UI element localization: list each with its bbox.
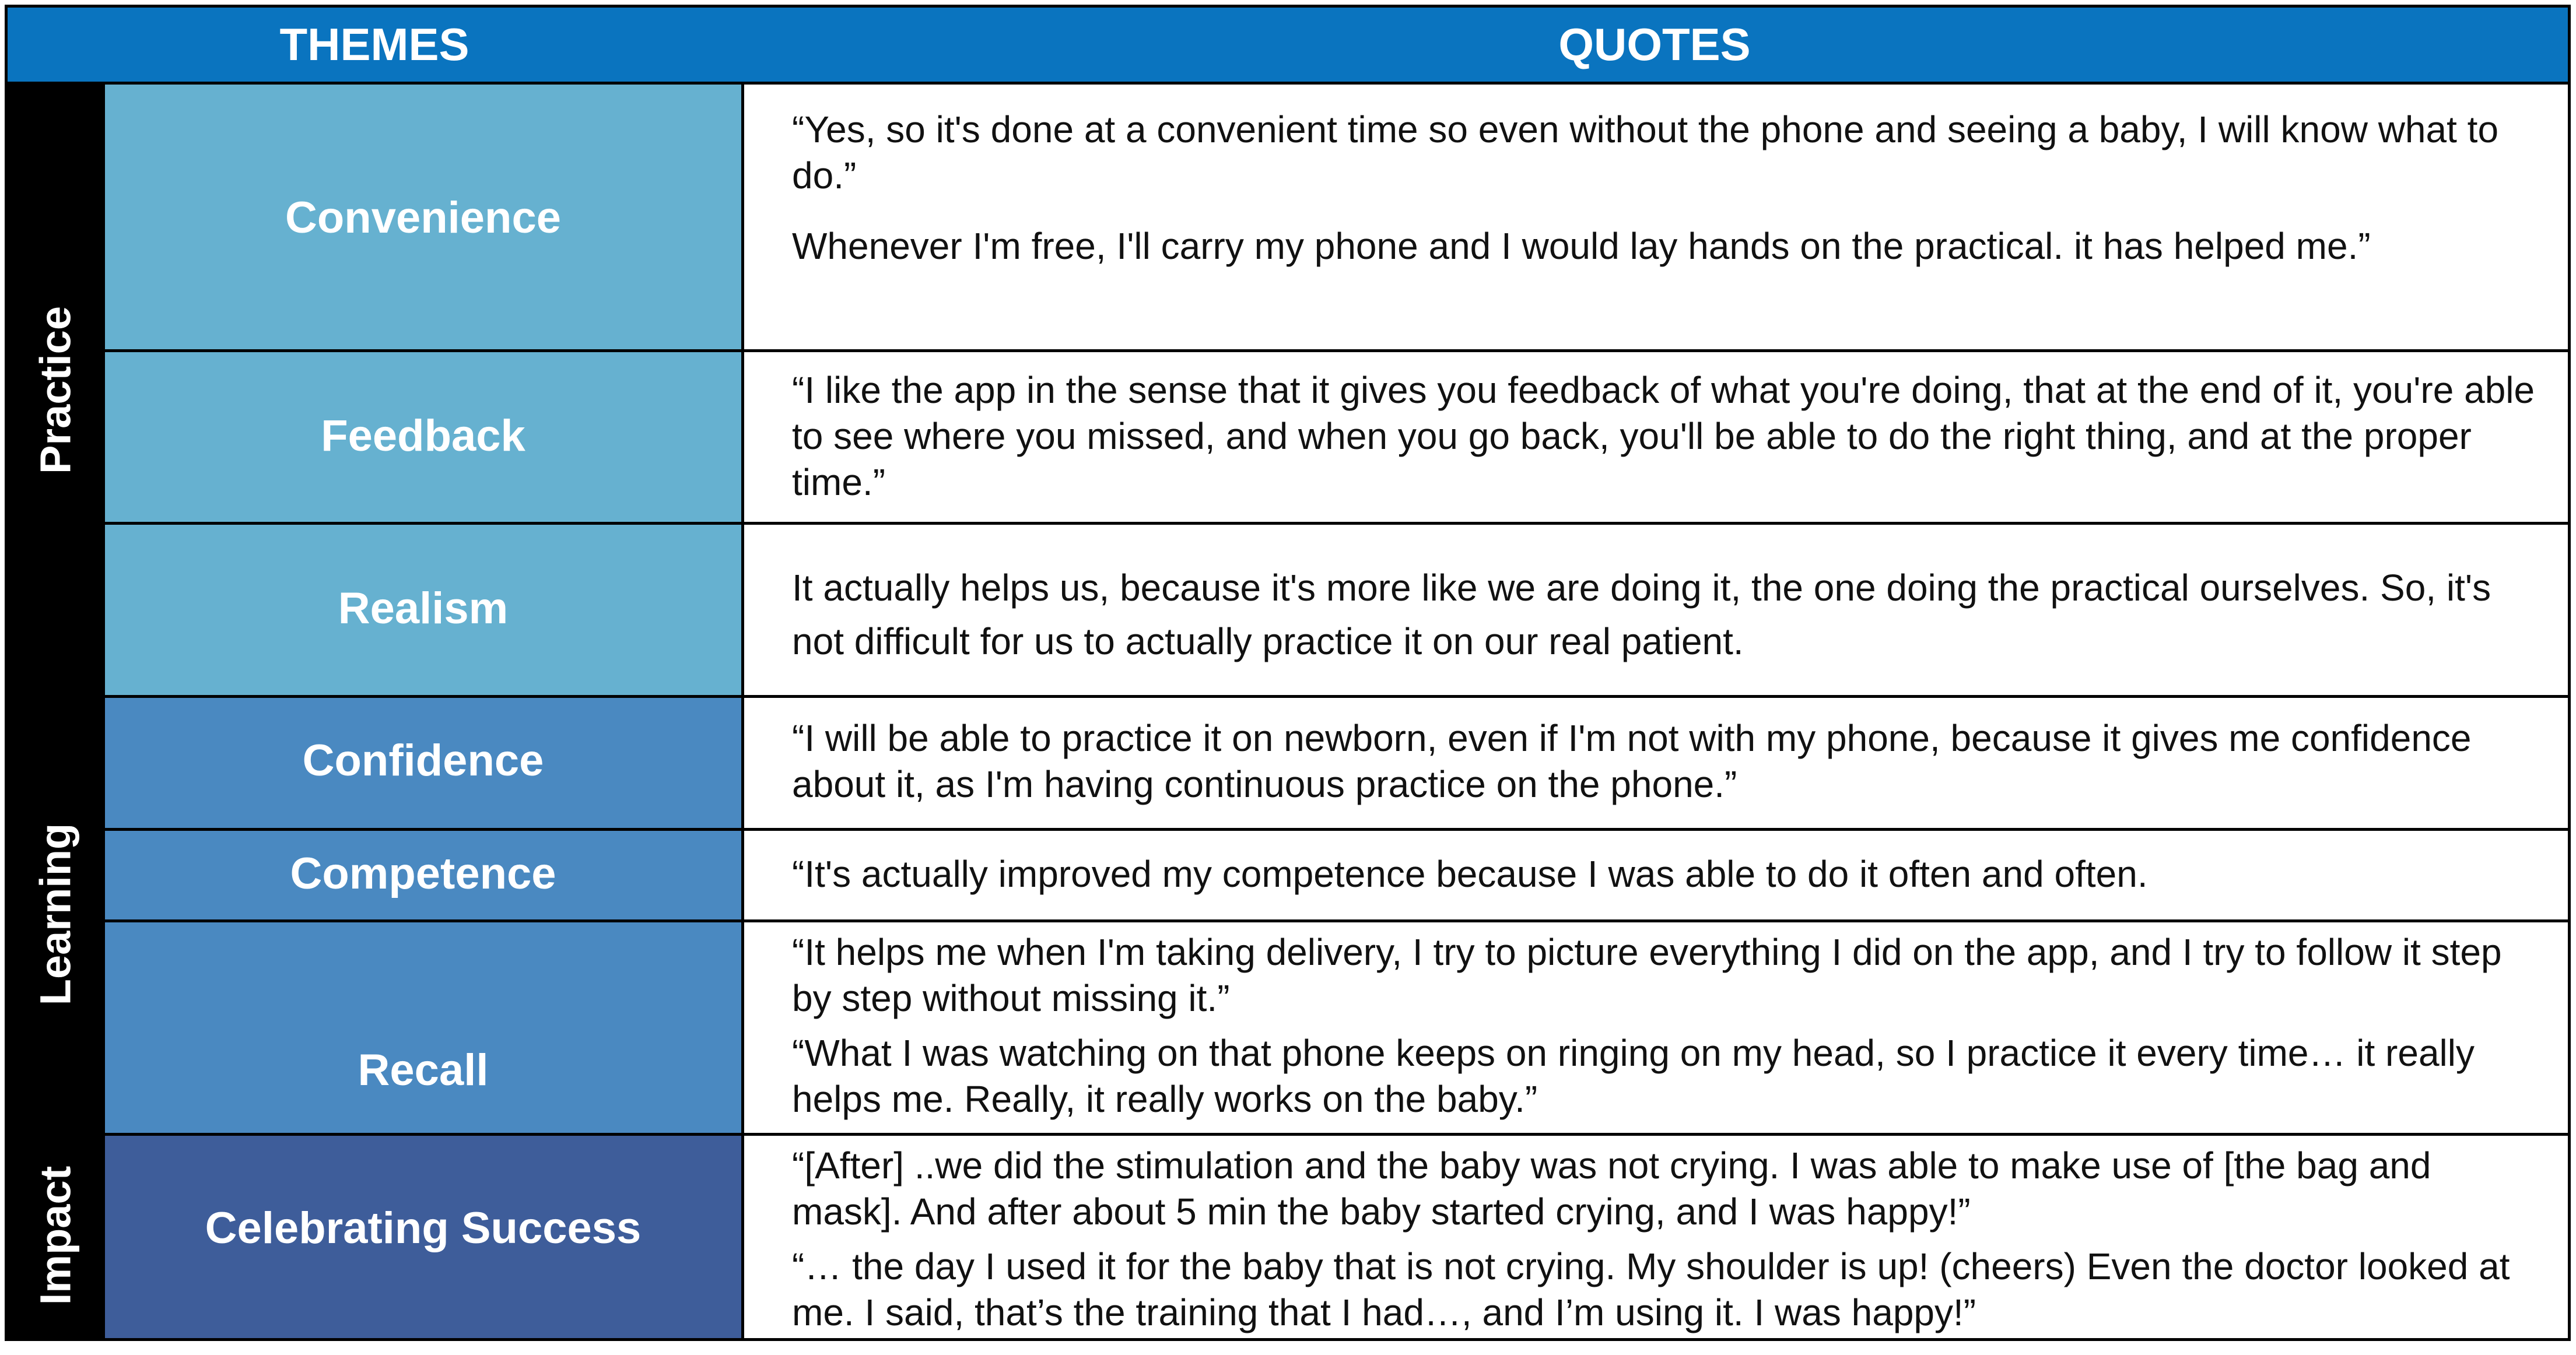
quote-text: “I will be able to practice it on newborn, even if I'm not with my phone, because it gives me confidence about it, as I'm having continuous practice on the phone.” [792,717,2472,805]
quote-text: “… the day I used it for the baby that is not crying. My shoulder is up! (cheers) Even the doctor looked at me. I said, that’s the training that I had…, and I’m using it. I was happy!” [792,1245,2510,1333]
theme-label: Competence [290,849,556,898]
quote-text: It actually helps us, because it's more like we are doing it, the one doing the practical ourselves. So, it's not difficult for us to actually practice it on our real patient. [792,567,2491,662]
theme-cell-competence [103,828,741,919]
quote-text: “What I was watching on that phone keeps on ringing on my head, so I practice it every time… it really helps me. Really, it really works on the baby.” [792,1032,2475,1120]
theme-label: Recall [358,1045,489,1095]
category-label: Impact [31,1166,80,1305]
theme-cell-recall [103,919,741,1133]
theme-label: Realism [338,584,509,633]
category-practice [8,85,103,695]
quote-text: “It's actually improved my competence because I was able to do it often and often. [792,853,2148,895]
quote-cell-competence [741,828,2568,919]
theme-cell-confidence [103,695,741,828]
quote-cell-recall [741,919,2568,1133]
theme-cell-feedback [103,349,741,522]
theme-label: Convenience [285,193,562,243]
themes-quotes-table [5,5,2571,1341]
quote-text: “It helps me when I'm taking delivery, I try to picture everything I did on the app, and I try to follow it step by step without missing it.” [792,931,2502,1019]
theme-label: Feedback [321,411,525,461]
quote-cell-feedback [741,349,2568,522]
category-label: Learning [31,823,80,1005]
quote-text: “Yes, so it's done at a convenient time so even without the phone and seeing a baby, I will know what to do.” [792,108,2499,196]
quote-text: Whenever I'm free, I'll carry my phone and I would lay hands on the practical. it has helped me.” [792,225,2371,267]
quote-cell-convenience [741,85,2568,349]
category-label: Practice [31,306,80,474]
theme-cell-celebrating-success [103,1133,741,1338]
theme-cell-realism [103,522,741,695]
quote-cell-realism [741,522,2568,695]
themes-column-header: THEMES [279,19,469,70]
quote-text: “I like the app in the sense that it gives you feedback of what you're doing, that at the end of it, you're able to see where you missed, and when you go back, you'll be able to do the right thing, and at the proper time.” [792,369,2535,503]
category-impact [8,1133,103,1338]
quote-cell-celebrating-success [741,1133,2568,1338]
quotes-column-header: QUOTES [1558,19,1751,70]
table-header [8,8,2568,85]
category-learning [8,695,103,1133]
theme-label: Celebrating Success [205,1203,642,1253]
quote-text: “[After] ..we did the stimulation and the baby was not crying. I was able to make use of [the bag and mask]. And after about 5 min the baby started crying, and I was happy!” [792,1145,2431,1233]
theme-label: Confidence [302,736,544,785]
quote-cell-confidence [741,695,2568,828]
theme-cell-convenience [103,85,741,349]
